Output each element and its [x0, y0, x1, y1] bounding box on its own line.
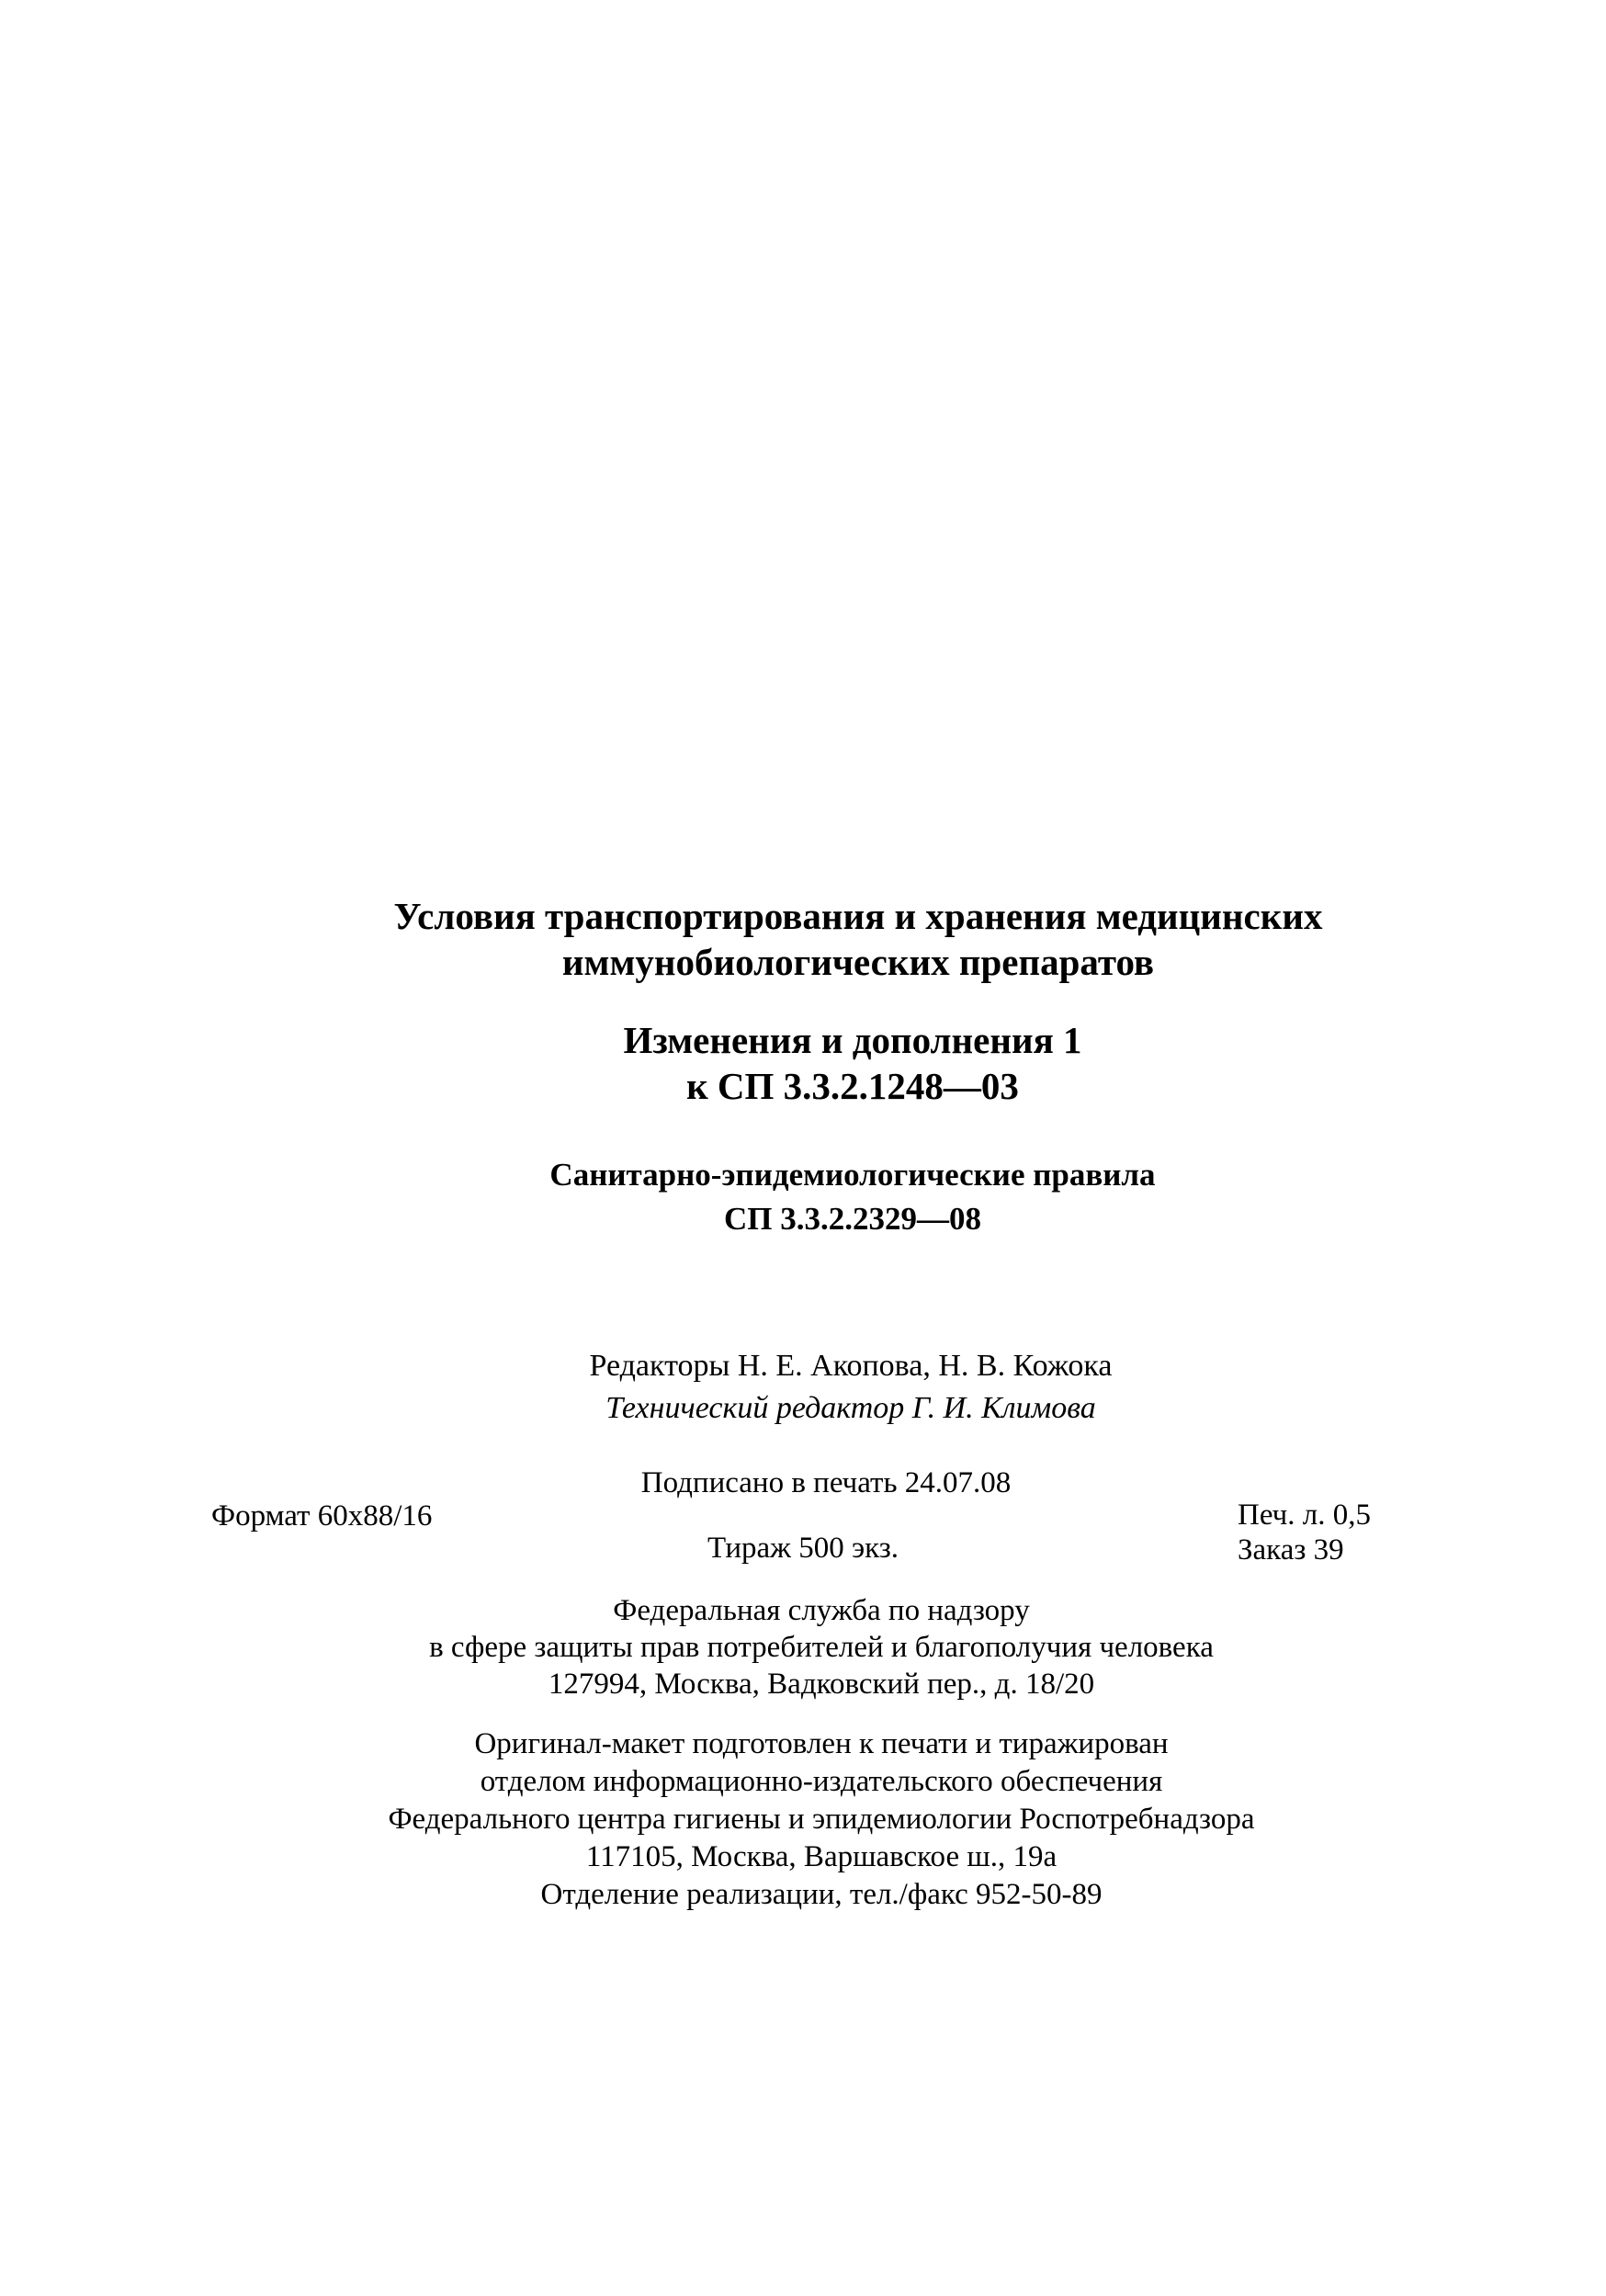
- document-title: [55, 893, 1606, 985]
- original-layout-block: [18, 1725, 1606, 1914]
- print-sheets: Печ. л. 0,5: [1238, 1499, 1371, 1532]
- layout-line-1: Оригинал-макет подготовлен к печати и тиражирован: [474, 1727, 1169, 1760]
- editors-line: Редакторы Н. Е. Акопова, Н. В. Кожока: [589, 1349, 1113, 1383]
- technical-editor-line: Технический редактор Г. И. Климова: [605, 1391, 1096, 1425]
- layout-line-5: Отделение реализации, тел./факс 952-50-89: [540, 1878, 1103, 1911]
- rules-line-2: СП 3.3.2.2329—08: [724, 1201, 981, 1237]
- layout-line-3: Федерального центра гигиены и эпидемиологии Роспотребнадзора: [388, 1803, 1255, 1836]
- signed-for-print: [23, 1465, 1606, 1501]
- rules-heading: [50, 1153, 1606, 1241]
- layout-line-2: отделом информационно-издательского обеспечения: [480, 1765, 1163, 1798]
- changes-line-2: к СП 3.3.2.1248—03: [686, 1065, 1019, 1107]
- layout-line-4: 117105, Москва, Варшавское ш., 19а: [585, 1840, 1057, 1873]
- service-line-2: в сфере защиты прав потребителей и благополучия человека: [429, 1631, 1214, 1664]
- changes-line-1: Изменения и дополнения 1: [623, 1019, 1082, 1061]
- print-meta: [1238, 1498, 1371, 1567]
- signed-line: Подписано в печать 24.07.08: [640, 1466, 1012, 1499]
- circulation-line: Тираж 500 экз.: [707, 1532, 899, 1565]
- service-line-3: 127994, Москва, Вадковский пер., д. 18/20: [548, 1668, 1095, 1701]
- rules-line-1: Санитарно-эпидемиологические правила: [549, 1157, 1156, 1193]
- format-info: Формат 60x88/16: [211, 1499, 433, 1533]
- editors-section: [48, 1345, 1606, 1430]
- title-line-1: Условия транспортирования и хранения медицинских: [393, 895, 1323, 937]
- service-line-1: Федеральная служба по надзору: [613, 1594, 1030, 1627]
- federal-service-block: [18, 1592, 1606, 1702]
- order-number: Заказ 39: [1238, 1533, 1344, 1566]
- title-line-2: иммунобиологических препаратов: [561, 941, 1155, 983]
- changes-heading: [50, 1017, 1606, 1109]
